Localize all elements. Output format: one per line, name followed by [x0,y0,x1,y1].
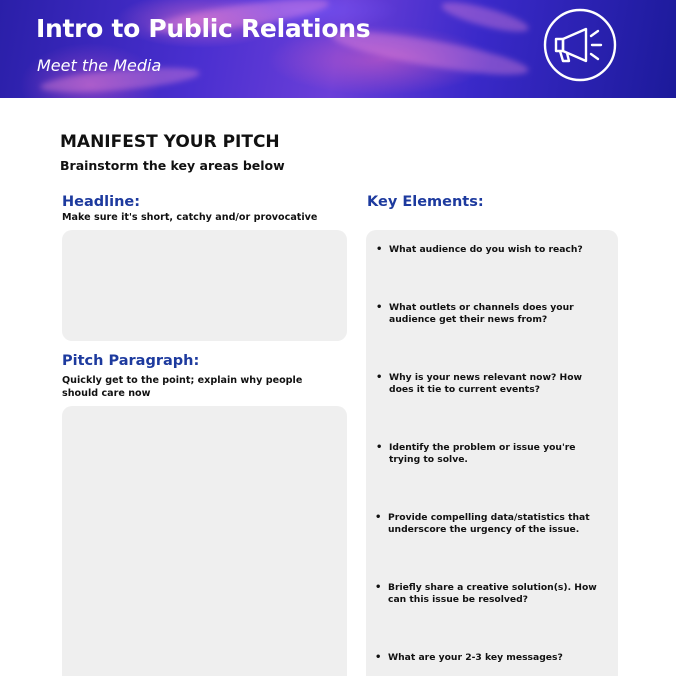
key-elements-label: Key Elements: [367,194,484,210]
headline-label: Headline: [62,194,141,210]
header-banner [0,0,676,98]
headline-input-box[interactable] [62,230,347,341]
page-subtitle: Meet the Media [37,56,162,75]
list-item: • What audience do you wish to reach? [376,244,583,255]
section-title: MANIFEST YOUR PITCH [60,132,280,152]
key-elements-box[interactable] [366,230,618,676]
megaphone-icon [542,7,618,83]
list-item: • What outlets or channels does your audience get their news from? [376,302,574,325]
list-item: • What are your 2-3 key messages? [375,652,563,663]
pitch-label: Pitch Paragraph: [62,353,200,369]
list-item: • Provide compelling data/statistics that underscore the urgency of the issue. [375,512,590,535]
headline-hint: Make sure it's short, catchy and/or provocative [62,212,318,223]
pitch-input-box[interactable] [62,406,347,676]
page-title: Intro to Public Relations [36,14,371,43]
section-subtitle: Brainstorm the key areas below [60,158,285,173]
list-item: • Why is your news relevant now? How does it tie to current events? [376,372,582,395]
pitch-hint: Quickly get to the point; explain why people should care now [62,375,303,399]
list-item: • Briefly share a creative solution(s). How can this issue be resolved? [375,582,597,605]
banner-decoration [439,0,531,37]
list-item: • Identify the problem or issue you're trying to solve. [376,442,576,465]
